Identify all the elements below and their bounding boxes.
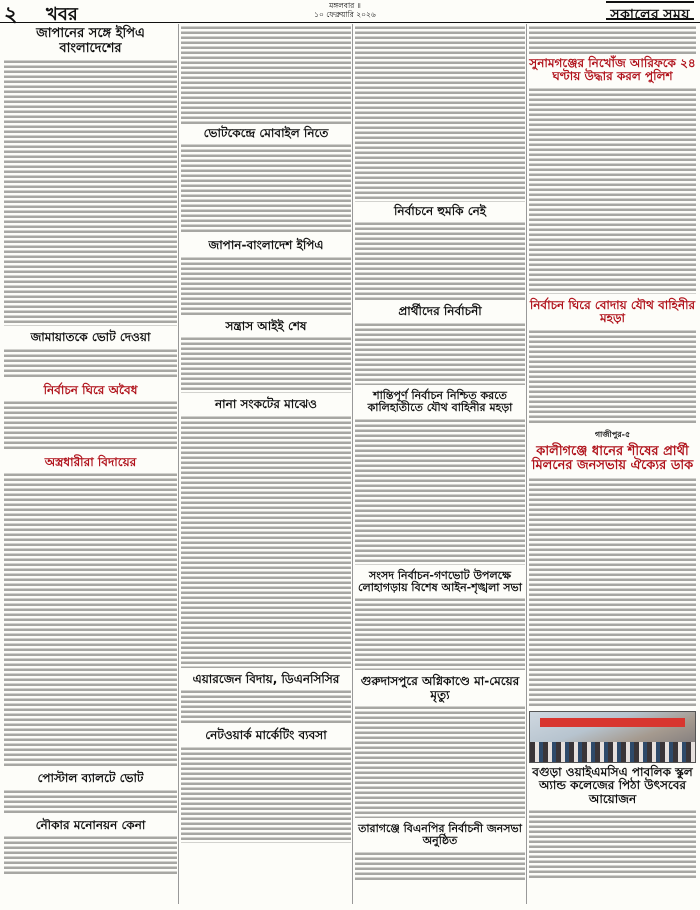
dateline [200,1,490,19]
article-body [181,688,351,724]
kicker: গাজীপুর-৫ [594,429,631,439]
article-body [355,417,525,565]
article-body [181,255,351,315]
article [4,27,177,326]
article-body [529,808,696,880]
article-body [529,24,696,54]
article-body [529,328,696,424]
headline: সন্ত্রাস আইই শেষ [225,318,307,333]
column-4 [529,24,696,885]
article [355,570,525,671]
article-body [181,414,351,668]
article-body [355,220,525,300]
article-body [4,834,177,876]
article-body [4,399,177,451]
article [355,305,525,384]
weekday: মঙ্গলবার ॥ [329,1,361,10]
article [355,675,525,818]
headline: জাপানের সঙ্গে ইপিএ বাংলাদেশের [36,26,145,56]
headline: জামায়াতকে ভোট দেওয়া [30,330,151,345]
headline: নির্বাচন ঘিরে বোদায় যৌথ বাহিনীর মহড়া [529,297,696,326]
headline: নির্বাচন ঘিরে অবৈধ [43,382,138,397]
article [4,331,177,378]
headline: গুরুদাসপুরে অগ্নিকাণ্ডে মা-মেয়ের মৃত্যু [360,674,520,702]
column-rule [526,24,527,904]
column-rule [352,24,353,904]
article-body [4,471,177,767]
article [4,456,177,767]
headline: অস্ত্রধারীরা বিদায়ের [44,454,137,469]
article [181,320,351,393]
article [355,205,525,300]
article-body [181,745,351,843]
article-body [4,788,177,814]
headline: নেটওয়ার্ক মার্কেটিং ব্যবসা [205,728,327,743]
photo-banner [540,718,685,727]
article [529,299,696,424]
article [4,819,177,876]
article [529,429,696,706]
page-number: ২ [4,1,18,26]
headline: সুনামগঞ্জের নিখোঁজ আরিফকে ২৪ ঘণ্টায় উদ্ধার করল পুলিশ [529,56,696,84]
headline: তারাগঞ্জে বিএনপির নির্বাচনী জনসভা অনুষ্ঠিত [358,822,522,848]
article [355,823,525,882]
article [181,127,351,234]
article [181,398,351,667]
article [181,239,351,314]
section-title: খবর [46,4,78,25]
article [181,673,351,724]
logo-word-2: সময় [663,7,690,23]
headline: পোস্টাল ব্যালটে ভোট [37,771,144,786]
article-body [355,704,525,818]
article-body [529,476,696,706]
article [181,729,351,842]
article [4,772,177,813]
article-body [181,142,351,234]
headline: বগুড়া ওয়াইএমসিএ পাবলিক স্কুল অ্যান্ড কলেজের পিঠা উৎসবের আয়োজন [532,764,693,806]
headline: এয়ারজেন বিদায়, ডিএনসিসির [192,671,340,686]
article [355,390,525,565]
headline: সংসদ নির্বাচন-গণভোট উপলক্ষে লোহাগড়ায় বিশেষ আইন-শৃঙ্খলা সভা [358,568,522,594]
headline: ভোটকেন্দ্রে মোবাইল নিতে [203,126,329,140]
issue-date: ১০ ফেব্রুয়ারি ২০২৬ [314,10,376,19]
photo-crowd [530,742,695,762]
article-body [355,321,525,385]
headline: নানা সংকটের মাঝেও [215,397,317,412]
masthead [0,0,700,26]
article [529,766,696,880]
column-2 [181,24,351,848]
headline: কালীগঞ্জে ধানের শীষের প্রার্থী মিলনের জনসভায় ঐক্যের ডাক [531,443,694,474]
headline: নৌকার মনোনয়ন কেনা [35,817,146,832]
logo-word-1: সকালের [610,7,660,23]
article-body [4,58,177,326]
headline: প্রার্থীদের নির্বাচনী [398,304,482,319]
headline: শান্তিপূর্ণ নির্বাচন নিশ্চিত করতে কালিহাতীতে যৌথ বাহিনীর মহড়া [367,388,513,415]
column-rule [178,24,179,904]
headline: জাপান-বাংলাদেশ ইপিএ [208,238,324,253]
news-photo [529,711,696,763]
article-body [529,86,696,294]
article-body [4,347,177,379]
column-3 [355,24,525,887]
newspaper-logo [606,1,694,23]
column-1 [4,24,177,881]
article-body [355,596,525,670]
article-body [181,335,351,393]
article-body [355,24,525,202]
article-body [355,850,525,882]
article [4,384,177,451]
article-body [181,24,351,124]
article [529,57,696,294]
headline: নির্বাচনে হুমকি নেই [394,204,486,218]
